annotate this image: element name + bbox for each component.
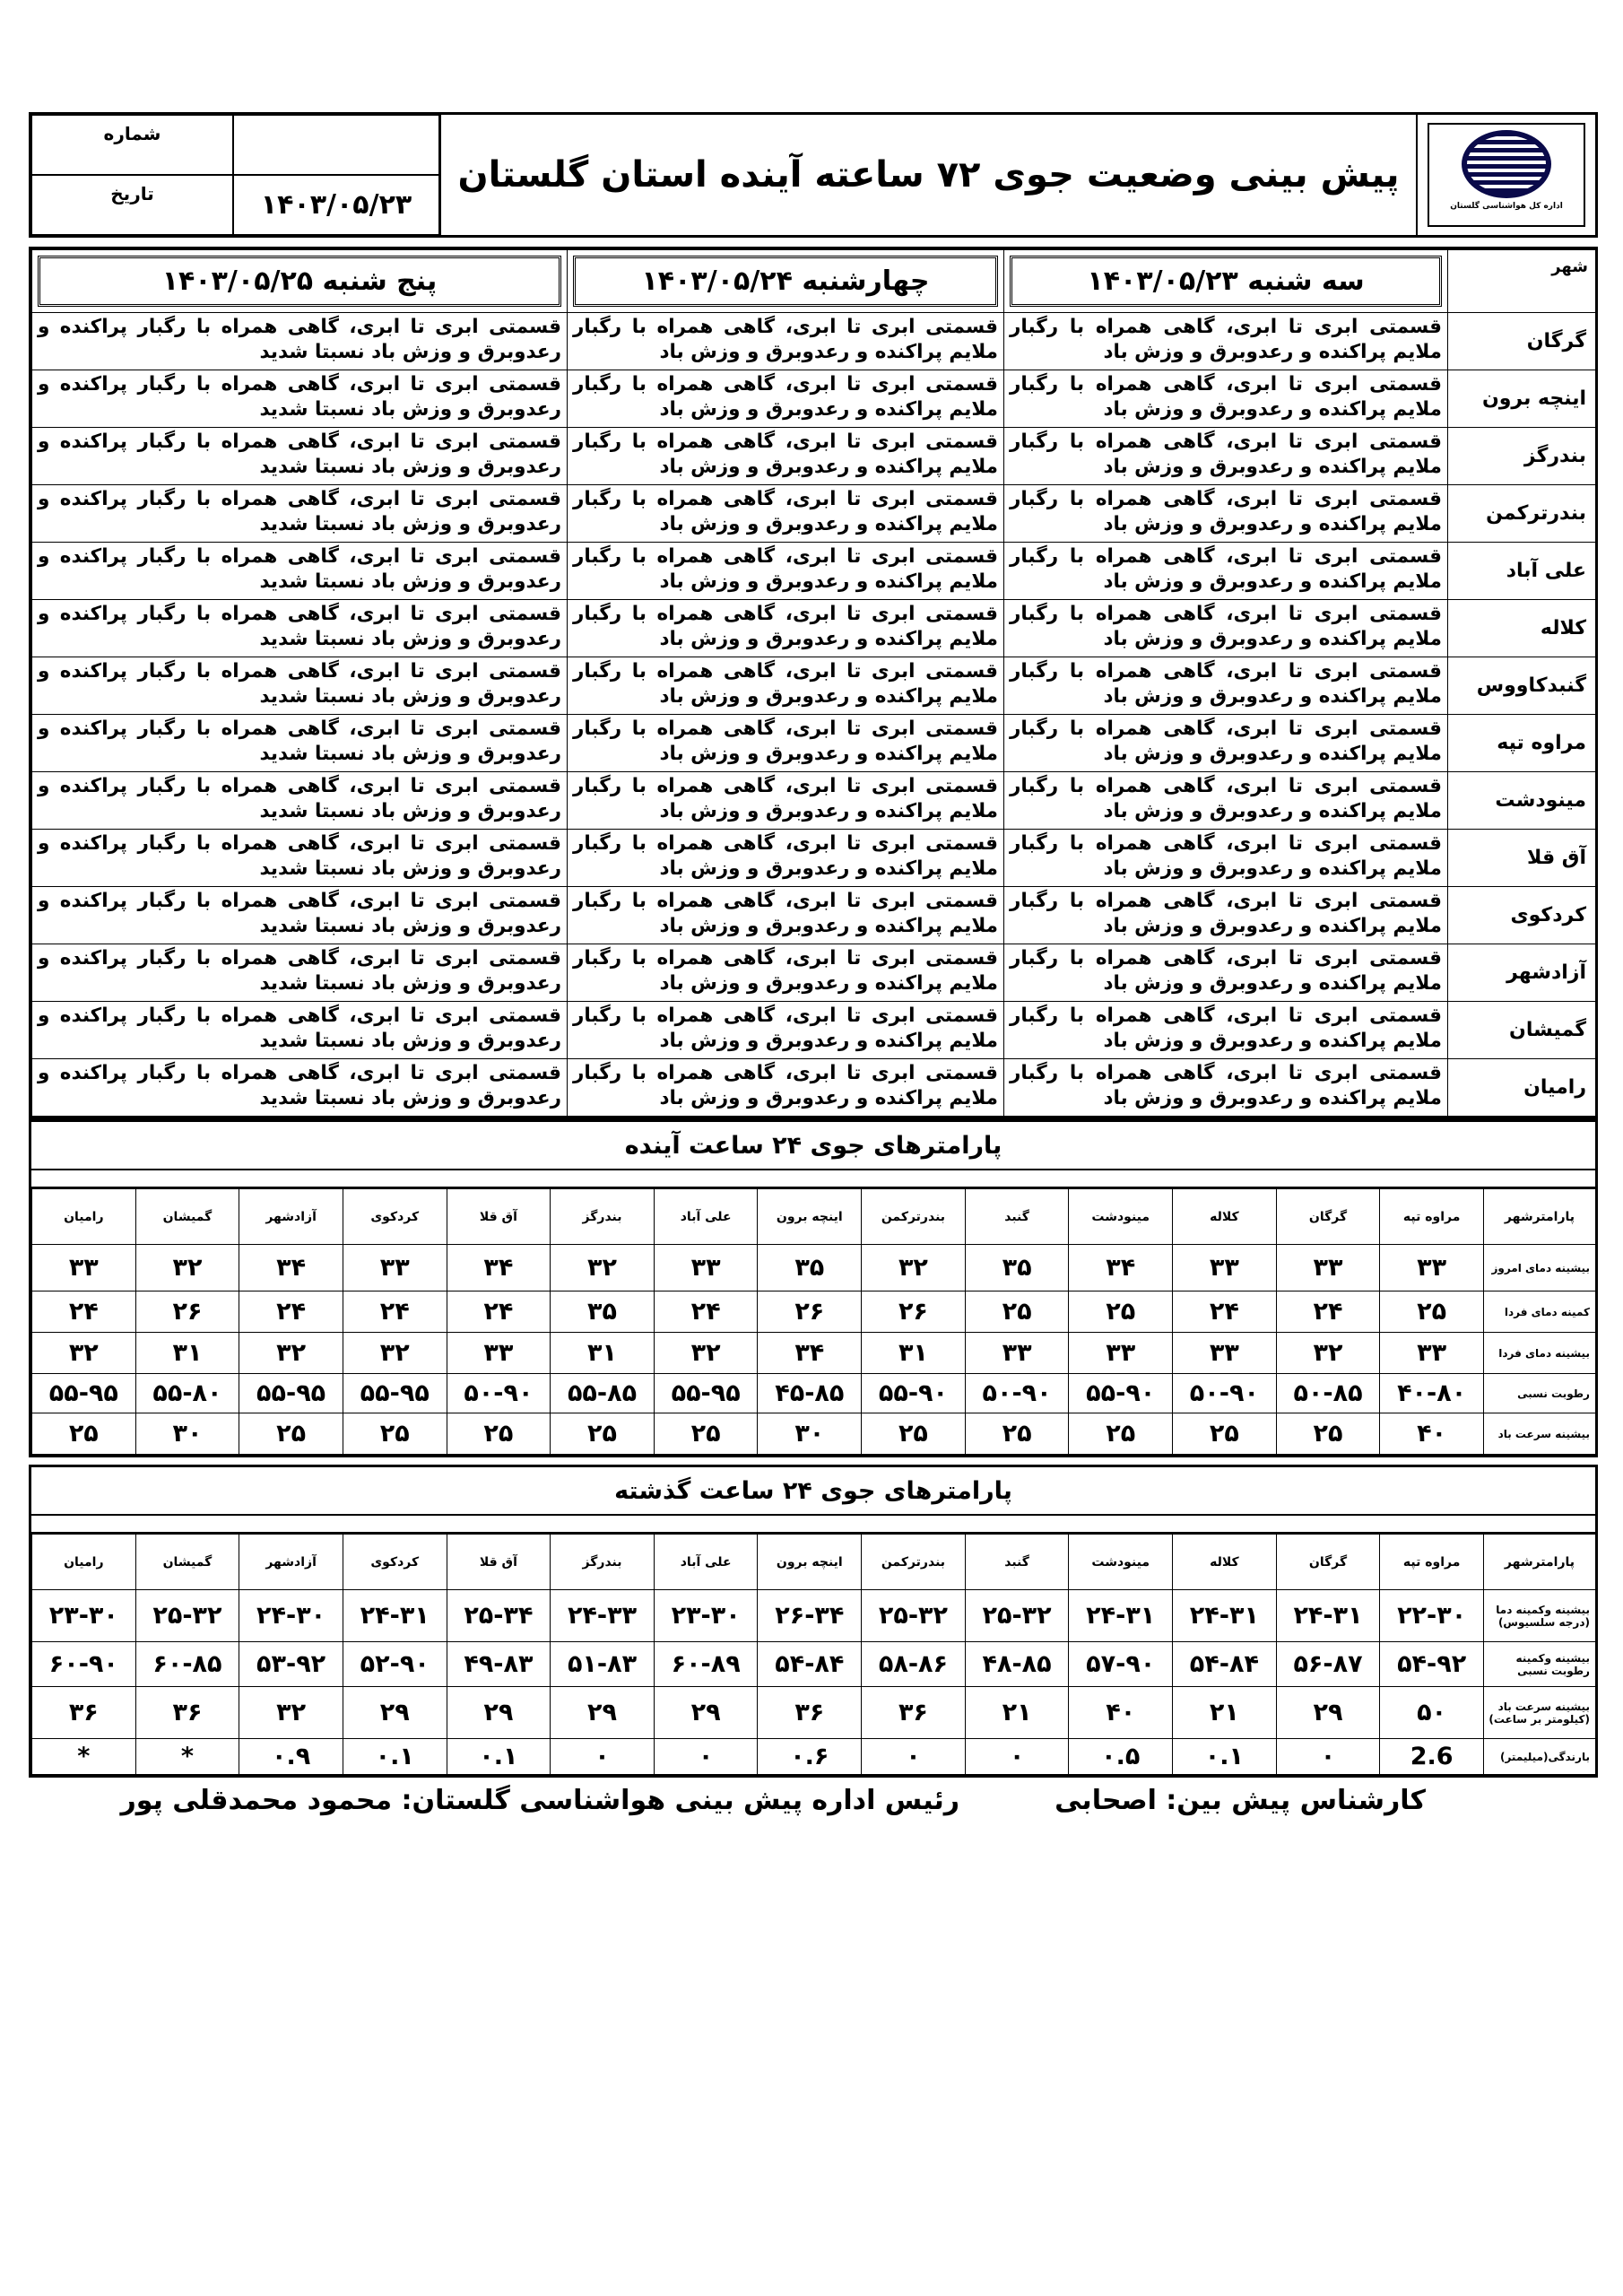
param-value: ۴۰ [1069, 1687, 1173, 1739]
next-24h-table [31, 1188, 1596, 1455]
number-label: شماره [31, 115, 233, 175]
param-value: ۲۴ [447, 1292, 551, 1333]
forecast-day-1: قسمتی ابری تا ابری، گاهی همراه با رگبار ملایم پراکنده و رعدوبرق و وزش باد [1004, 370, 1448, 428]
param-value: ۰ [965, 1739, 1069, 1775]
param-value: ۲۹ [654, 1687, 758, 1739]
param-value: ۲۴ [32, 1292, 136, 1333]
param-value: ۵۵-۸۵ [551, 1374, 655, 1413]
forecast-day-3: قسمتی ابری تا ابری، گاهی همراه با رگبار پراکنده و رعدوبرق و وزش باد نسبتا شدید [32, 1059, 568, 1117]
forecast-day-3: قسمتی ابری تا ابری، گاهی همراه با رگبار پراکنده و رعدوبرق و وزش باد نسبتا شدید [32, 1002, 568, 1059]
param-label: بیشینه سرعت باد [1483, 1413, 1595, 1455]
param-value: ۳۴ [239, 1245, 343, 1292]
forecast-day-1: قسمتی ابری تا ابری، گاهی همراه با رگبار ملایم پراکنده و رعدوبرق و وزش باد [1004, 715, 1448, 772]
city-column-header: کلاله [1173, 1189, 1277, 1245]
param-value: ۲۹ [447, 1687, 551, 1739]
city-name: مراوه تپه [1448, 715, 1596, 772]
forecast-row [32, 657, 1596, 715]
param-value: ۳۴ [758, 1333, 862, 1374]
past-24h-title: پارامترهای جوی ۲۴ ساعت گذشته [31, 1467, 1595, 1516]
city-name: گنبدکاووس [1448, 657, 1596, 715]
forecast-day-1: قسمتی ابری تا ابری، گاهی همراه با رگبار ملایم پراکنده و رعدوبرق و وزش باد [1004, 830, 1448, 887]
param-value: ۳۲ [862, 1245, 966, 1292]
param-value: ۳۳ [965, 1333, 1069, 1374]
param-value: ۳۶ [862, 1687, 966, 1739]
param-value: ۲۵ [1173, 1413, 1277, 1455]
param-value: ۰ [862, 1739, 966, 1775]
param-label: بیشینه دمای امروز [1483, 1245, 1595, 1292]
param-value: ۲۴-۳۰ [239, 1590, 343, 1642]
param-value: ۲۶ [758, 1292, 862, 1333]
param-value: ۲۱ [965, 1687, 1069, 1739]
param-value: ۵۵-۹۵ [343, 1374, 447, 1413]
param-value: ۵۱-۸۳ [551, 1642, 655, 1687]
forecast-sheet [29, 112, 1598, 1778]
city-name: کردکوی [1448, 887, 1596, 944]
param-value: ۲۹ [1276, 1687, 1380, 1739]
param-value: ۲۶ [135, 1292, 239, 1333]
param-value: ۳۲ [135, 1245, 239, 1292]
head-name: رئیس اداره پیش بینی هواشناسی گلستان: محمود محمدقلی پور [120, 1785, 959, 1816]
forecast-day-3: قسمتی ابری تا ابری، گاهی همراه با رگبار پراکنده و رعدوبرق و وزش باد نسبتا شدید [32, 887, 568, 944]
forecast-day-2: قسمتی ابری تا ابری، گاهی همراه با رگبار ملایم پراکنده و رعدوبرق و وزش باد [568, 428, 1004, 485]
forecast-day-3: قسمتی ابری تا ابری، گاهی همراه با رگبار پراکنده و رعدوبرق و وزش باد نسبتا شدید [32, 543, 568, 600]
param-row [32, 1333, 1596, 1374]
param-value: ۲۵ [862, 1413, 966, 1455]
param-row [32, 1687, 1596, 1739]
city-column-header: گرگان [1276, 1189, 1380, 1245]
param-label: بیشینه وکمینه رطوبت نسبی [1483, 1642, 1595, 1687]
forecast-day-2: قسمتی ابری تا ابری، گاهی همراه با رگبار ملایم پراکنده و رعدوبرق و وزش باد [568, 830, 1004, 887]
param-value: ۲۵ [1380, 1292, 1484, 1333]
date-value: ۱۴۰۳/۰۵/۲۳ [233, 175, 439, 235]
city-column-header: آزادشهر [239, 1189, 343, 1245]
forecast-day-1: قسمتی ابری تا ابری، گاهی همراه با رگبار ملایم پراکنده و رعدوبرق و وزش باد [1004, 313, 1448, 370]
forecast-row [32, 428, 1596, 485]
forecast-day-2: قسمتی ابری تا ابری، گاهی همراه با رگبار ملایم پراکنده و رعدوبرق و وزش باد [568, 543, 1004, 600]
param-value: ۳۳ [343, 1245, 447, 1292]
next-24h-title: پارامترهای جوی ۲۴ ساعت آینده [31, 1122, 1595, 1170]
param-value: ۲۴ [654, 1292, 758, 1333]
param-value: 2.6 [1380, 1739, 1484, 1775]
forecast-row [32, 485, 1596, 543]
city-column-header: گرگان [1276, 1535, 1380, 1590]
city-column-header: رامیان [32, 1189, 136, 1245]
param-value: ۲۲-۳۰ [1380, 1590, 1484, 1642]
param-value: ۳۳ [1173, 1245, 1277, 1292]
city-column-header: کلاله [1173, 1535, 1277, 1590]
param-label: رطوبت نسبی [1483, 1374, 1595, 1413]
param-value: ۴۹-۸۳ [447, 1642, 551, 1687]
param-value: ۵۵-۹۰ [1069, 1374, 1173, 1413]
city-column-header: بندرترکمن [862, 1535, 966, 1590]
param-value: ۳۴ [1069, 1245, 1173, 1292]
param-value: ۳۱ [551, 1333, 655, 1374]
city-column-header: اینچه برون [758, 1535, 862, 1590]
forecast-row [32, 370, 1596, 428]
param-value: ۵۸-۸۶ [862, 1642, 966, 1687]
param-value: ۵۳-۹۲ [239, 1642, 343, 1687]
city-column-header: کردکوی [343, 1189, 447, 1245]
param-value: ۳۵ [551, 1292, 655, 1333]
city-column-header: رامیان [32, 1535, 136, 1590]
forecast-day-3: قسمتی ابری تا ابری، گاهی همراه با رگبار پراکنده و رعدوبرق و وزش باد نسبتا شدید [32, 657, 568, 715]
city-name: کلاله [1448, 600, 1596, 657]
param-value: ۰.۵ [1069, 1739, 1173, 1775]
param-value: ۲۴-۳۱ [1173, 1590, 1277, 1642]
param-value: ۵۶-۸۷ [1276, 1642, 1380, 1687]
param-value: ۶۰-۸۹ [654, 1642, 758, 1687]
param-value: ۴۵-۸۵ [758, 1374, 862, 1413]
number-value [233, 115, 439, 175]
past-24h-table [31, 1534, 1596, 1775]
param-value: ۲۴-۳۱ [1276, 1590, 1380, 1642]
param-value: ۳۲ [239, 1333, 343, 1374]
param-header: پارامترشهر [1483, 1189, 1595, 1245]
forecast-day-2: قسمتی ابری تا ابری، گاهی همراه با رگبار ملایم پراکنده و رعدوبرق و وزش باد [568, 944, 1004, 1002]
forecast-row [32, 600, 1596, 657]
param-value: ۳۰ [758, 1413, 862, 1455]
logo-cell [1416, 115, 1595, 235]
next-24h-section [29, 1119, 1598, 1457]
param-value: ۰.۱ [447, 1739, 551, 1775]
forecast-day-1: قسمتی ابری تا ابری، گاهی همراه با رگبار ملایم پراکنده و رعدوبرق و وزش باد [1004, 657, 1448, 715]
param-value: ۲۵ [965, 1292, 1069, 1333]
param-value: ۳۲ [551, 1245, 655, 1292]
forecast-day-1: قسمتی ابری تا ابری، گاهی همراه با رگبار ملایم پراکنده و رعدوبرق و وزش باد [1004, 485, 1448, 543]
param-value: * [135, 1739, 239, 1775]
forecast-day-3: قسمتی ابری تا ابری، گاهی همراه با رگبار پراکنده و رعدوبرق و وزش باد نسبتا شدید [32, 715, 568, 772]
forecast-day-1: قسمتی ابری تا ابری، گاهی همراه با رگبار ملایم پراکنده و رعدوبرق و وزش باد [1004, 600, 1448, 657]
forecast-row [32, 887, 1596, 944]
param-value: ۶۰-۹۰ [32, 1642, 136, 1687]
param-value: ۲۴-۳۱ [343, 1590, 447, 1642]
forecast-day-3: قسمتی ابری تا ابری، گاهی همراه با رگبار پراکنده و رعدوبرق و وزش باد نسبتا شدید [32, 772, 568, 830]
param-value: ۵۰-۹۰ [965, 1374, 1069, 1413]
param-value: ۳۲ [343, 1333, 447, 1374]
param-value: ۳۲ [32, 1333, 136, 1374]
city-column-header: مینودشت [1069, 1535, 1173, 1590]
city-column-header: علی آباد [654, 1189, 758, 1245]
param-value: ۲۵ [239, 1413, 343, 1455]
param-value: ۳۳ [1380, 1245, 1484, 1292]
param-value: ۴۰ [1380, 1413, 1484, 1455]
param-label: بیشینه سرعت باد (کیلومتر بر ساعت) [1483, 1687, 1595, 1739]
city-column-header: مراوه تپه [1380, 1189, 1484, 1245]
param-value: ۲۵ [1069, 1413, 1173, 1455]
param-value: ۰.۹ [239, 1739, 343, 1775]
past-24h-section [29, 1465, 1598, 1778]
param-row [32, 1374, 1596, 1413]
param-value: ۳۵ [758, 1245, 862, 1292]
forecast-row [32, 313, 1596, 370]
forecast-day-3: قسمتی ابری تا ابری، گاهی همراه با رگبار پراکنده و رعدوبرق و وزش باد نسبتا شدید [32, 600, 568, 657]
param-label: کمینه دمای فردا [1483, 1292, 1595, 1333]
param-value: ۵۰-۹۰ [1173, 1374, 1277, 1413]
city-name: علی آباد [1448, 543, 1596, 600]
forecast-row [32, 830, 1596, 887]
param-value: ۲۶ [862, 1292, 966, 1333]
param-label: بارندگی(میلیمتر) [1483, 1739, 1595, 1775]
meteorological-organization-logo-icon [1462, 130, 1551, 198]
forecaster-name: کارشناس پیش بین: اصحابی [1055, 1785, 1426, 1816]
city-name: رامیان [1448, 1059, 1596, 1117]
forecast-day-1: قسمتی ابری تا ابری، گاهی همراه با رگبار ملایم پراکنده و رعدوبرق و وزش باد [1004, 428, 1448, 485]
param-value: ۵۲-۹۰ [343, 1642, 447, 1687]
forecast-day-1: قسمتی ابری تا ابری، گاهی همراه با رگبار ملایم پراکنده و رعدوبرق و وزش باد [1004, 1002, 1448, 1059]
forecast-table [29, 247, 1598, 1119]
forecast-day-3: قسمتی ابری تا ابری، گاهی همراه با رگبار پراکنده و رعدوبرق و وزش باد نسبتا شدید [32, 313, 568, 370]
city-column-header: گمیشان [135, 1189, 239, 1245]
meta-block [31, 115, 439, 235]
forecast-day-3: قسمتی ابری تا ابری، گاهی همراه با رگبار پراکنده و رعدوبرق و وزش باد نسبتا شدید [32, 485, 568, 543]
city-column-header: مینودشت [1069, 1189, 1173, 1245]
param-value: ۲۶-۳۴ [758, 1590, 862, 1642]
param-value: ۳۲ [239, 1687, 343, 1739]
param-value: ۴۸-۸۵ [965, 1642, 1069, 1687]
city-name: مینودشت [1448, 772, 1596, 830]
city-column-header: بندرگز [551, 1535, 655, 1590]
param-value: ۵۵-۹۵ [239, 1374, 343, 1413]
param-value: ۰.۱ [343, 1739, 447, 1775]
forecast-day-2: قسمتی ابری تا ابری، گاهی همراه با رگبار ملایم پراکنده و رعدوبرق و وزش باد [568, 657, 1004, 715]
param-value: ۵۵-۹۵ [32, 1374, 136, 1413]
city-header: شهر [1448, 250, 1596, 313]
city-column-header: بندرترکمن [862, 1189, 966, 1245]
param-value: ۳۳ [1173, 1333, 1277, 1374]
param-row [32, 1739, 1596, 1775]
param-value: ۵۵-۹۵ [654, 1374, 758, 1413]
forecast-row [32, 543, 1596, 600]
city-name: بندرترکمن [1448, 485, 1596, 543]
logo [1428, 123, 1585, 227]
param-value: ۵۵-۹۰ [862, 1374, 966, 1413]
param-value: ۲۴-۳۳ [551, 1590, 655, 1642]
param-value: ۳۳ [1276, 1245, 1380, 1292]
city-column-header: آزادشهر [239, 1535, 343, 1590]
forecast-row [32, 1002, 1596, 1059]
forecast-day-1: قسمتی ابری تا ابری، گاهی همراه با رگبار ملایم پراکنده و رعدوبرق و وزش باد [1004, 543, 1448, 600]
forecast-day-2: قسمتی ابری تا ابری، گاهی همراه با رگبار ملایم پراکنده و رعدوبرق و وزش باد [568, 600, 1004, 657]
param-value: ۲۴ [343, 1292, 447, 1333]
city-column-header: مراوه تپه [1380, 1535, 1484, 1590]
param-value: ۳۳ [1380, 1333, 1484, 1374]
logo-text: اداره کل هواشناسی گلستان [1450, 202, 1563, 211]
forecast-day-1: قسمتی ابری تا ابری، گاهی همراه با رگبار ملایم پراکنده و رعدوبرق و وزش باد [1004, 1059, 1448, 1117]
forecast-day-1: قسمتی ابری تا ابری، گاهی همراه با رگبار ملایم پراکنده و رعدوبرق و وزش باد [1004, 944, 1448, 1002]
param-value: ۰ [654, 1739, 758, 1775]
param-value: ۶۰-۸۵ [135, 1642, 239, 1687]
param-label: بیشینه وکمینه دما (درجه سلسیوس) [1483, 1590, 1595, 1642]
city-column-header: کردکوی [343, 1535, 447, 1590]
param-value: ۳۵ [965, 1245, 1069, 1292]
param-value: ۲۵-۳۲ [862, 1590, 966, 1642]
forecast-day-1: قسمتی ابری تا ابری، گاهی همراه با رگبار ملایم پراکنده و رعدوبرق و وزش باد [1004, 772, 1448, 830]
param-value: ۲۵ [447, 1413, 551, 1455]
forecast-day-2: قسمتی ابری تا ابری، گاهی همراه با رگبار ملایم پراکنده و رعدوبرق و وزش باد [568, 370, 1004, 428]
param-value: ۵۵-۸۰ [135, 1374, 239, 1413]
city-column-header: آق قلا [447, 1189, 551, 1245]
city-column-header: علی آباد [654, 1535, 758, 1590]
forecast-day-2: قسمتی ابری تا ابری، گاهی همراه با رگبار ملایم پراکنده و رعدوبرق و وزش باد [568, 1002, 1004, 1059]
param-value: ۵۴-۹۲ [1380, 1642, 1484, 1687]
param-value: ۲۴ [1173, 1292, 1277, 1333]
param-value: ۰.۶ [758, 1739, 862, 1775]
param-value: ۲۵ [32, 1413, 136, 1455]
param-value: ۰ [1276, 1739, 1380, 1775]
forecast-day-2: قسمتی ابری تا ابری، گاهی همراه با رگبار ملایم پراکنده و رعدوبرق و وزش باد [568, 1059, 1004, 1117]
forecast-row [32, 1059, 1596, 1117]
param-row [32, 1245, 1596, 1292]
param-value: ۲۵-۳۲ [965, 1590, 1069, 1642]
param-value: ۵۴-۸۴ [758, 1642, 862, 1687]
day-header-3: پنج شنبه ۱۴۰۳/۰۵/۲۵ [32, 250, 568, 313]
param-value: ۳۶ [135, 1687, 239, 1739]
param-label: بیشینه دمای فردا [1483, 1333, 1595, 1374]
forecast-day-2: قسمتی ابری تا ابری، گاهی همراه با رگبار ملایم پراکنده و رعدوبرق و وزش باد [568, 313, 1004, 370]
forecast-row [32, 715, 1596, 772]
param-value: ۲۳-۳۰ [32, 1590, 136, 1642]
param-value: ۳۳ [32, 1245, 136, 1292]
param-value: ۵۰-۸۵ [1276, 1374, 1380, 1413]
param-value: ۰ [551, 1739, 655, 1775]
param-value: ۳۶ [758, 1687, 862, 1739]
param-value: ۲۵ [654, 1413, 758, 1455]
forecast-day-3: قسمتی ابری تا ابری، گاهی همراه با رگبار پراکنده و رعدوبرق و وزش باد نسبتا شدید [32, 944, 568, 1002]
city-name: آزادشهر [1448, 944, 1596, 1002]
param-value: ۲۵ [343, 1413, 447, 1455]
param-value: ۳۳ [1069, 1333, 1173, 1374]
param-value: ۴۰-۸۰ [1380, 1374, 1484, 1413]
param-value: * [32, 1739, 136, 1775]
forecast-day-3: قسمتی ابری تا ابری، گاهی همراه با رگبار پراکنده و رعدوبرق و وزش باد نسبتا شدید [32, 830, 568, 887]
param-value: ۳۳ [654, 1245, 758, 1292]
param-value: ۲۵-۳۴ [447, 1590, 551, 1642]
forecast-day-2: قسمتی ابری تا ابری، گاهی همراه با رگبار ملایم پراکنده و رعدوبرق و وزش باد [568, 715, 1004, 772]
header [29, 112, 1598, 238]
param-value: ۵۰ [1380, 1687, 1484, 1739]
forecast-row [32, 772, 1596, 830]
param-row [32, 1292, 1596, 1333]
param-value: ۲۵ [551, 1413, 655, 1455]
date-label: تاریخ [31, 175, 233, 235]
page-title: پیش بینی وضعیت جوی ۷۲ ساعته آینده استان گلستان [439, 115, 1416, 235]
param-value: ۳۲ [654, 1333, 758, 1374]
param-row [32, 1642, 1596, 1687]
param-value: ۲۴ [239, 1292, 343, 1333]
param-row [32, 1413, 1596, 1455]
city-column-header: گنبد [965, 1189, 1069, 1245]
city-column-header: گمیشان [135, 1535, 239, 1590]
param-value: ۲۹ [551, 1687, 655, 1739]
city-name: گرگان [1448, 313, 1596, 370]
param-value: ۳۱ [135, 1333, 239, 1374]
day-header-2: چهارشنبه ۱۴۰۳/۰۵/۲۴ [568, 250, 1004, 313]
param-value: ۲۱ [1173, 1687, 1277, 1739]
param-value: ۲۵ [1276, 1413, 1380, 1455]
param-value: ۳۰ [135, 1413, 239, 1455]
param-value: ۳۴ [447, 1245, 551, 1292]
param-value: ۳۳ [447, 1333, 551, 1374]
param-value: ۳۶ [32, 1687, 136, 1739]
param-header: پارامترشهر [1483, 1535, 1595, 1590]
forecast-day-2: قسمتی ابری تا ابری، گاهی همراه با رگبار ملایم پراکنده و رعدوبرق و وزش باد [568, 772, 1004, 830]
param-value: ۲۵ [965, 1413, 1069, 1455]
forecast-day-2: قسمتی ابری تا ابری، گاهی همراه با رگبار ملایم پراکنده و رعدوبرق و وزش باد [568, 887, 1004, 944]
param-value: ۲۴ [1276, 1292, 1380, 1333]
param-row [32, 1590, 1596, 1642]
city-name: بندرگز [1448, 428, 1596, 485]
param-value: ۵۷-۹۰ [1069, 1642, 1173, 1687]
day-header-1: سه شنبه ۱۴۰۳/۰۵/۲۳ [1004, 250, 1448, 313]
param-value: ۵۴-۸۴ [1173, 1642, 1277, 1687]
param-value: ۰.۱ [1173, 1739, 1277, 1775]
city-name: اینچه برون [1448, 370, 1596, 428]
param-value: ۲۵ [1069, 1292, 1173, 1333]
param-value: ۲۴-۳۱ [1069, 1590, 1173, 1642]
param-value: ۲۵-۳۲ [135, 1590, 239, 1642]
forecast-day-3: قسمتی ابری تا ابری، گاهی همراه با رگبار پراکنده و رعدوبرق و وزش باد نسبتا شدید [32, 428, 568, 485]
forecast-day-3: قسمتی ابری تا ابری، گاهی همراه با رگبار پراکنده و رعدوبرق و وزش باد نسبتا شدید [32, 370, 568, 428]
forecast-day-1: قسمتی ابری تا ابری، گاهی همراه با رگبار ملایم پراکنده و رعدوبرق و وزش باد [1004, 887, 1448, 944]
city-column-header: آق قلا [447, 1535, 551, 1590]
footer [0, 1785, 1623, 1830]
city-name: گمیشان [1448, 1002, 1596, 1059]
param-value: ۵۰-۹۰ [447, 1374, 551, 1413]
forecast-day-2: قسمتی ابری تا ابری، گاهی همراه با رگبار ملایم پراکنده و رعدوبرق و وزش باد [568, 485, 1004, 543]
param-value: ۲۳-۳۰ [654, 1590, 758, 1642]
city-column-header: اینچه برون [758, 1189, 862, 1245]
param-value: ۲۹ [343, 1687, 447, 1739]
param-value: ۳۱ [862, 1333, 966, 1374]
city-column-header: بندرگز [551, 1189, 655, 1245]
param-value: ۳۲ [1276, 1333, 1380, 1374]
city-name: آق قلا [1448, 830, 1596, 887]
forecast-row [32, 944, 1596, 1002]
city-column-header: گنبد [965, 1535, 1069, 1590]
